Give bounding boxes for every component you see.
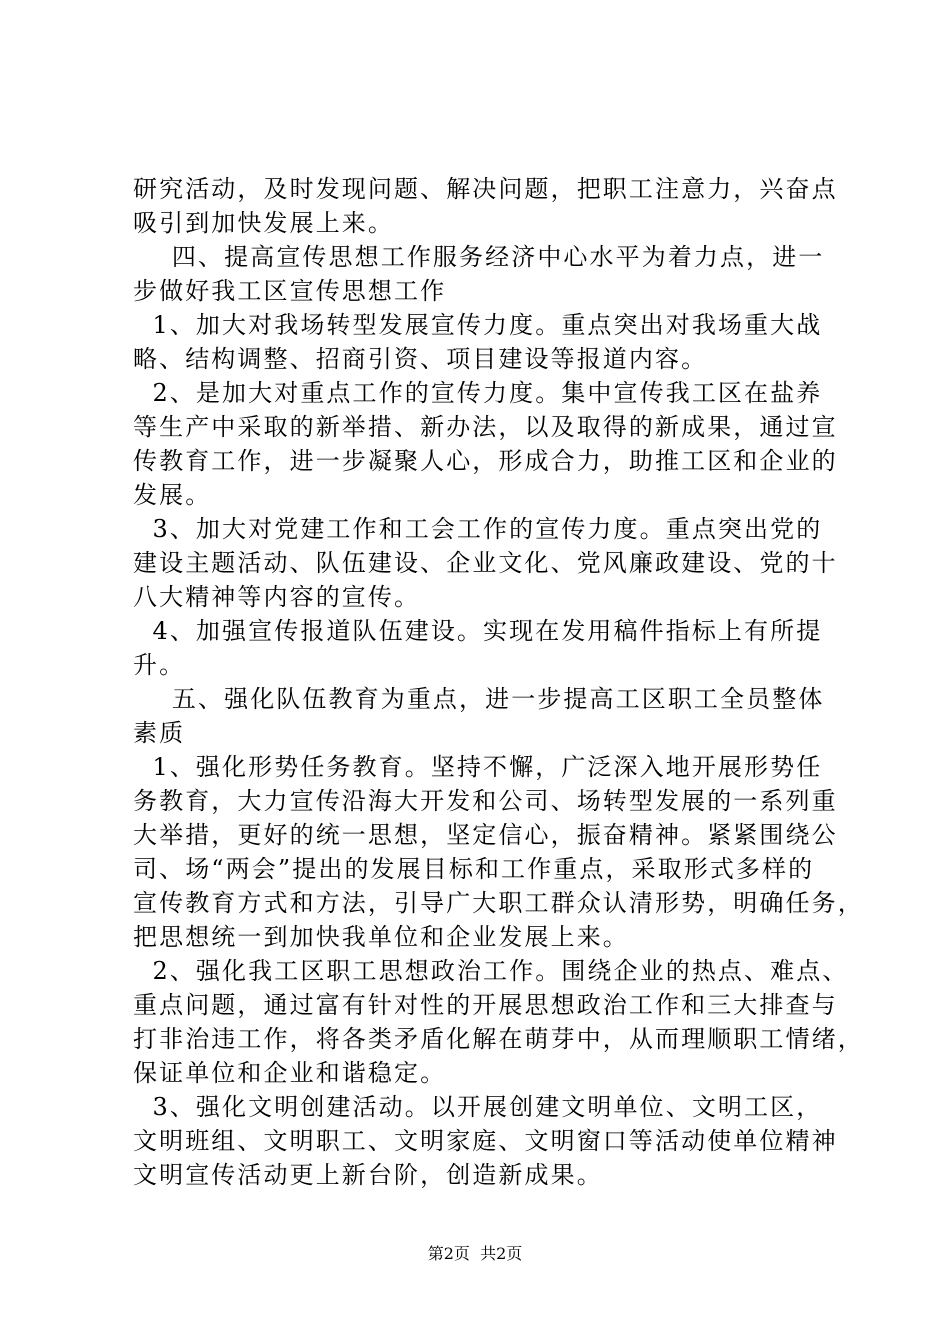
item-line: 1、强化形势任务教育。坚持不懈，广泛深入地开展形势任 (133, 753, 823, 781)
text-line: 文明班组、文明职工、文明家庭、文明窗口等活动使单位精神 (133, 1127, 838, 1155)
text-line: 等生产中采取的新举措、新办法，以及取得的新成果，通过宣 (133, 413, 838, 441)
item-line: 3、强化文明创建活动。以开展创建文明单位、文明工区， (133, 1093, 823, 1121)
text-line: 升。 (133, 651, 186, 679)
text-line: 保证单位和企业和谐稳定。 (133, 1059, 447, 1087)
document-body (133, 172, 864, 1192)
page-number-footer: 第2页 共2页 (427, 1244, 523, 1263)
item-line: 1、加大对我场转型发展宣传力度。重点突出对我场重大战 (133, 311, 823, 339)
text-line: 吸引到加快发展上来。 (133, 209, 394, 237)
section-heading-5: 五、强化队伍教育为重点，进一步提高工区职工全员整体 (133, 685, 825, 713)
text-line: 宣传教育方式和方法，引导广大职工群众认清形势，明确任务， (133, 889, 864, 917)
text-line: 建设主题活动、队伍建设、企业文化、党风廉政建设、党的十 (133, 549, 838, 577)
text-line: 务教育，大力宣传沿海大开发和公司、场转型发展的一系列重 (133, 787, 838, 815)
text-line: 略、结构调整、招商引资、项目建设等报道内容。 (133, 345, 708, 373)
text-line: 大举措，更好的统一思想，坚定信心，振奋精神。紧紧围绕公 (133, 821, 838, 849)
text-line: 研究活动，及时发现问题、解决问题，把职工注意力，兴奋点 (133, 175, 838, 203)
text-line: 司、场“两会”提出的发展目标和工作重点，采取形式多样的 (133, 855, 815, 883)
text-line: 把思想统一到加快我单位和企业发展上来。 (133, 923, 629, 951)
text-line: 重点问题，通过富有针对性的开展思想政治工作和三大排查与 (133, 991, 838, 1019)
section-heading-4: 四、提高宣传思想工作服务经济中心水平为着力点，进一 (133, 243, 825, 271)
section-heading-5-cont: 素质 (133, 719, 186, 747)
item-line: 2、是加大对重点工作的宣传力度。集中宣传我工区在盐养 (133, 379, 823, 407)
text-line: 文明宣传活动更上新台阶，创造新成果。 (133, 1161, 603, 1189)
item-line: 2、强化我工区职工思想政治工作。围绕企业的热点、难点、 (133, 957, 849, 985)
item-line: 4、加强宣传报道队伍建设。实现在发用稿件指标上有所提 (133, 617, 823, 645)
text-line: 八大精神等内容的宣传。 (133, 583, 421, 611)
section-heading-4-cont: 步做好我工区宣传思想工作 (133, 277, 447, 305)
text-line: 发展。 (133, 481, 212, 509)
item-line: 3、加大对党建工作和工会工作的宣传力度。重点突出党的 (133, 515, 823, 543)
text-line: 传教育工作，进一步凝聚人心，形成合力，助推工区和企业的 (133, 447, 838, 475)
text-line: 打非治违工作，将各类矛盾化解在萌芽中，从而理顺职工情绪， (133, 1025, 864, 1053)
